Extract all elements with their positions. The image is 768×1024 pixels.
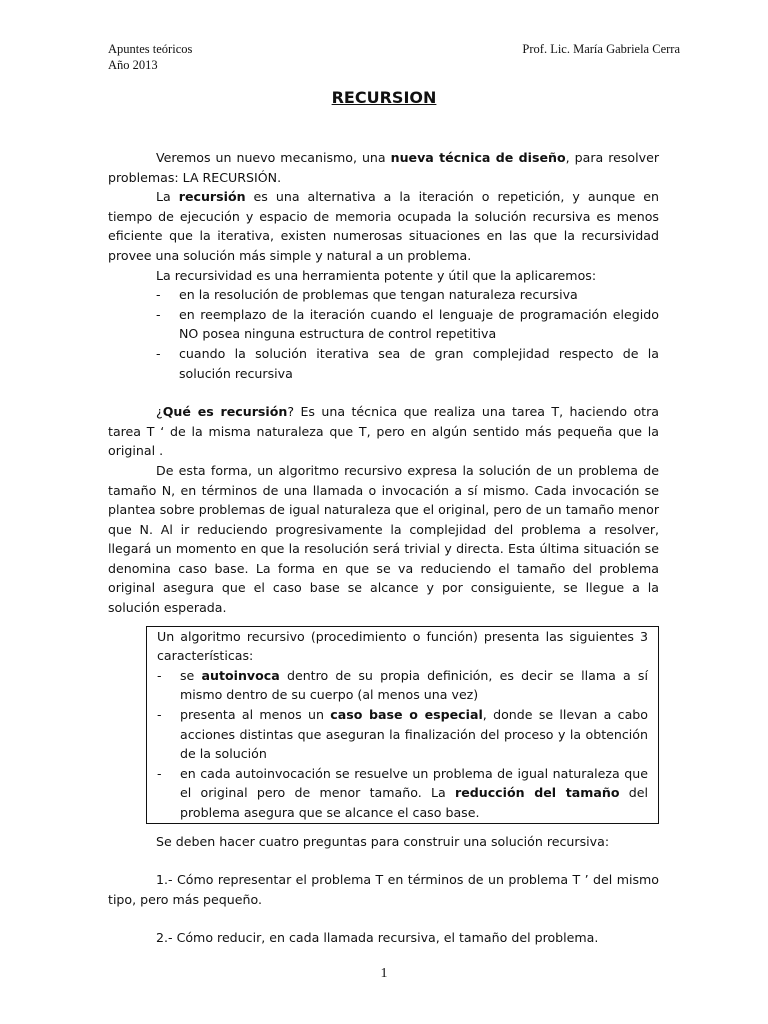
paragraph-intro: Veremos un nuevo mecanismo, una nueva técnica de diseño, para resolver problemas: LA RECURSIÓN.	[108, 150, 659, 185]
question-2: 2.- Cómo reducir, en cada llamada recursiva, el tamaño del problema.	[156, 930, 599, 946]
list-item: - presenta al menos un caso base o especial, donde se llevan a cabo acciones distintas que aseguran la finalización del proceso y la obtención de la solución	[157, 705, 648, 764]
header-course: Apuntes teóricos	[108, 42, 193, 56]
paragraph-what-is-recursion: ¿Qué es recursión? Es una técnica que realiza una tarea T, haciendo otra tarea T ‘ de la misma naturaleza que T, pero en algún sentido más pequeña que la original .	[108, 404, 659, 459]
characteristics-box	[146, 626, 659, 824]
uses-list	[156, 285, 659, 383]
list-item: - en reemplazo de la iteración cuando el lenguaje de programación elegido NO posea ninguna estructura de control repetitiva	[156, 305, 659, 344]
paragraph-four-questions: Se deben hacer cuatro preguntas para construir una solución recursiva:	[156, 833, 610, 849]
question-1: 1.- Cómo representar el problema T en términos de un problema T ’ del mismo tipo, pero más pequeño.	[108, 872, 659, 907]
header-author: Prof. Lic. María Gabriela Cerra	[522, 42, 680, 56]
page-header	[108, 41, 680, 73]
document-body	[108, 148, 659, 948]
header-year: Año 2013	[108, 58, 158, 72]
list-item: - en la resolución de problemas que tengan naturaleza recursiva	[156, 285, 659, 305]
list-item: - en cada autoinvocación se resuelve un problema de igual naturaleza que el original pero de menor tamaño. La reducción del tamaño del problema asegura que se alcance el caso base.	[157, 764, 648, 823]
document-title: RECURSION	[331, 88, 437, 107]
page-number: 1	[380, 966, 388, 981]
paragraph-recursion-definition: La recursión es una alternativa a la iteración o repetición, y aunque en tiempo de ejecución y espacio de memoria ocupada la solución recursiva es menos eficiente que la iterativa, existen numerosas situaciones en las que la recursividad provee una solución más simple y natural a un problema.	[108, 189, 659, 263]
paragraph-recursive-algorithm: De esta forma, un algoritmo recursivo expresa la solución de un problema de tamaño N, en términos de una llamada o invocación a sí mismo. Cada invocación se plantea sobre problemas de igual naturaleza que el original, pero de un tamaño menor que N. Al ir reduciendo progresivamente la complejidad del problema a resolver, llegará un momento en que la resolución será trivial y directa. Esta última situación se denomina caso base. La forma en que se va reduciendo el tamaño del problema original asegura que el caso base se alcance y por consiguiente, se llegue a la solución esperada.	[108, 462, 659, 616]
characteristics-list	[157, 666, 648, 823]
list-item: - cuando la solución iterativa sea de gran complejidad respecto de la solución recursiva	[156, 344, 659, 383]
box-lead: Un algoritmo recursivo (procedimiento o función) presenta las siguientes 3 características:	[157, 628, 648, 664]
list-item: - se autoinvoca dentro de su propia definición, es decir se llama a sí mismo dentro de su cuerpo (al menos una vez)	[157, 666, 648, 705]
paragraph-uses-intro: La recursividad es una herramienta potente y útil que la aplicaremos:	[156, 267, 597, 283]
